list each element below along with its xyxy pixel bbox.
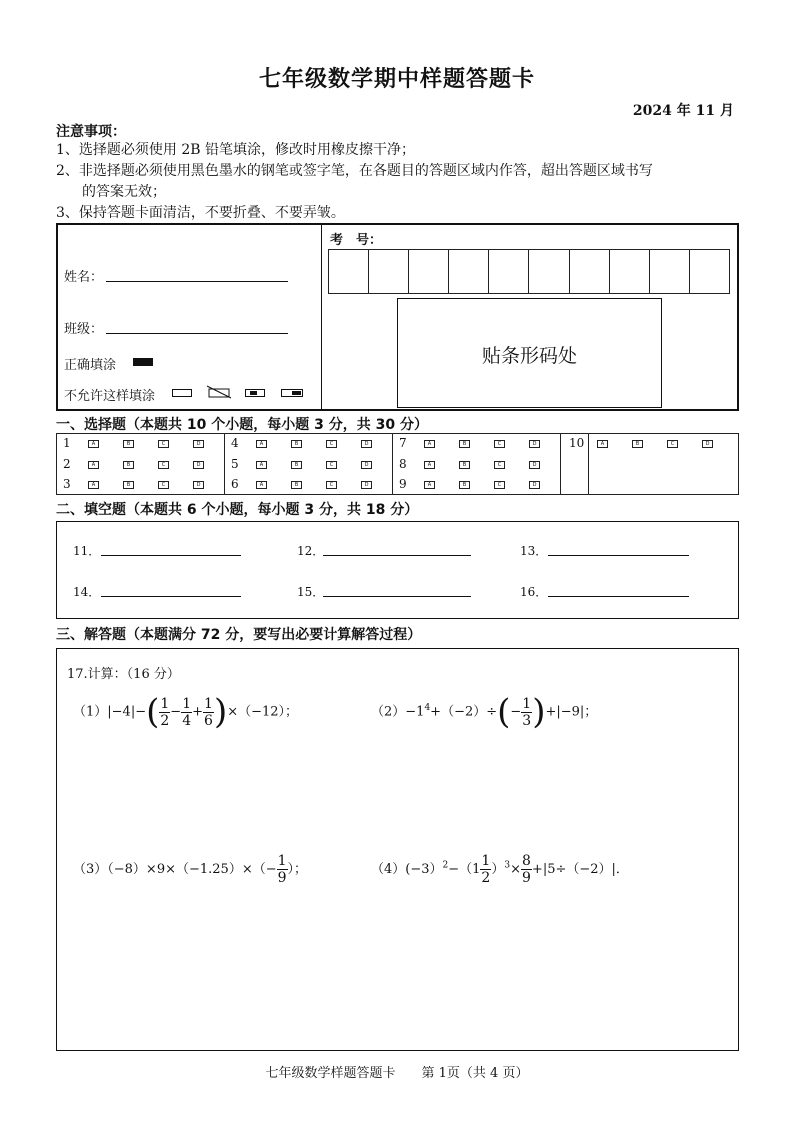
blank-15-label: 15．: [297, 585, 325, 599]
mc-col-divider: [560, 433, 561, 495]
mc-q7-option-a[interactable]: A: [424, 440, 435, 448]
wrong-fill-partial: [245, 389, 265, 397]
mc-q2-option-c[interactable]: C: [158, 461, 169, 469]
mc-q1-option-d[interactable]: D: [193, 440, 204, 448]
barcode-area: [397, 298, 662, 408]
page-title: 七年级数学期中样题答题卡: [258, 67, 535, 92]
frac-half-2: $\frac{1}{2}$: [481, 853, 491, 886]
mc-q6-option-b[interactable]: B: [291, 481, 302, 489]
paren-close: ): [213, 692, 228, 732]
wrong-fill-half: [281, 389, 303, 397]
paren-open: (: [146, 692, 160, 732]
exam-number-cell[interactable]: [329, 250, 369, 293]
p2-lead: （2）−1: [371, 704, 425, 720]
exam-number-cell[interactable]: [489, 250, 529, 293]
mc-question-2-number: 2: [63, 456, 71, 471]
blank-13-label: 13．: [520, 544, 548, 558]
mc-q8-option-a[interactable]: A: [424, 461, 435, 469]
notes-heading: 注意事项：: [56, 124, 126, 140]
mc-question-5-number: 5: [231, 456, 239, 471]
exam-number-cell[interactable]: [369, 250, 409, 293]
wrong-fill-label: 不允许这样填涂: [64, 389, 156, 404]
note-2: 2、非选择题必须使用黑色墨水的钢笔或签字笔，在各题目的答题区域内作答，超出答题区域书写: [56, 163, 653, 179]
p2-mid: +（−2）÷: [430, 704, 498, 720]
mc-q5-option-b[interactable]: B: [291, 461, 302, 469]
blank-11-field[interactable]: [101, 555, 241, 556]
mc-q9-option-a[interactable]: A: [424, 481, 435, 489]
mc-q3-option-d[interactable]: D: [193, 481, 204, 489]
p2-tail: +|−9|；: [545, 704, 598, 720]
mc-q7-option-d[interactable]: D: [529, 440, 540, 448]
mc-question-8-number: 8: [399, 456, 407, 471]
frac-quarter: $\frac{1}{4}$: [182, 695, 192, 729]
note-3: 3、保持答题卡面清洁，不要折叠、不要弄皱。: [56, 205, 345, 221]
mc-q1-option-c[interactable]: C: [158, 440, 169, 448]
exam-number-cell[interactable]: [650, 250, 690, 293]
multiple-choice-grid: [56, 433, 739, 495]
mc-q3-option-b[interactable]: B: [123, 481, 134, 489]
frac-sixth: $\frac{1}{6}$: [204, 695, 213, 729]
p3-lead: （3）（−8）×9×（−1.25）×（−: [73, 862, 277, 877]
mc-col-divider: [392, 433, 393, 495]
mc-q4-option-c[interactable]: C: [326, 440, 337, 448]
mc-question-6-number: 6: [231, 477, 239, 492]
mc-question-7-number: 7: [399, 436, 407, 450]
mc-q9-option-b[interactable]: B: [459, 481, 470, 489]
mc-question-10-number: 10: [569, 436, 585, 450]
exam-number-cell[interactable]: [610, 250, 650, 293]
blank-11-label: 11．: [73, 544, 101, 558]
q17-part3: [73, 853, 307, 886]
q17-part2: $(2)-1^4+(-2)\div(-$ $\frac{1}{3}$ )+|−9|；: [371, 692, 598, 732]
mc-q2-option-a[interactable]: A: [88, 461, 99, 469]
blank-14-label: 14．: [73, 585, 101, 599]
mc-q10-option-a[interactable]: A: [597, 440, 608, 448]
blank-14-field[interactable]: [101, 596, 241, 597]
note-1: 1、选择题必须使用 2B 铅笔填涂，修改时用橡皮擦干净；: [56, 142, 416, 158]
blank-15-field[interactable]: [323, 596, 471, 597]
frac-ninth: $\frac{1}{9}$: [277, 853, 287, 886]
exam-number-cell[interactable]: [409, 250, 449, 293]
paren-close: ): [532, 692, 546, 732]
answer-area[interactable]: [56, 648, 739, 1051]
mc-q9-option-d[interactable]: D: [529, 481, 540, 489]
blank-13-field[interactable]: [548, 555, 689, 556]
blank-16-field[interactable]: [548, 596, 689, 597]
note-2-cont: 的答案无效；: [82, 184, 166, 200]
frac-eight-ninths: $\frac{8}{9}$: [522, 853, 531, 886]
p2-exponent: 4: [424, 703, 431, 714]
mc-q4-option-d[interactable]: D: [361, 440, 372, 448]
mc-q8-option-c[interactable]: C: [494, 461, 505, 469]
class-field[interactable]: [106, 333, 288, 334]
mc-q10-option-c[interactable]: C: [667, 440, 678, 448]
blank-16-label: 16．: [520, 585, 548, 599]
mc-q1-option-b[interactable]: B: [123, 440, 134, 448]
barcode-label: 贴条形码处: [481, 345, 577, 367]
mc-col-divider: [588, 433, 589, 495]
mc-q8-option-d[interactable]: D: [529, 461, 540, 469]
p4-tail: +|5÷（−2）|．: [531, 862, 629, 877]
p4-lead: （4）(−3）: [371, 862, 443, 877]
mc-q6-option-c[interactable]: C: [326, 481, 337, 489]
exam-number-cell[interactable]: [449, 250, 489, 293]
mc-col-divider: [224, 433, 225, 495]
mc-q5-option-d[interactable]: D: [361, 461, 372, 469]
mc-q2-option-b[interactable]: B: [123, 461, 134, 469]
p4-exponent-2: 3: [504, 860, 511, 871]
blank-12-label: 12．: [297, 544, 325, 558]
q17-part4: （4）(−3）$^2$−（1 $\frac{1}{2}$ ）$^3$× $\frac{8}{9}$ +|5÷（−2）|．: [371, 853, 629, 886]
mc-q3-option-c[interactable]: C: [158, 481, 169, 489]
mc-q3-option-a[interactable]: A: [88, 481, 99, 489]
correct-fill-label: 正确填涂: [64, 358, 117, 373]
correct-fill-sample: [133, 358, 153, 366]
p3-tail: ）；: [287, 862, 308, 877]
section2-heading: 二、填空题（本题共 6 个小题，每小题 3 分，共 18 分）: [56, 502, 419, 518]
exam-number-cell[interactable]: [529, 250, 569, 293]
exam-number-boxes[interactable]: [328, 249, 730, 294]
mc-question-9-number: 9: [399, 477, 407, 492]
info-divider: [321, 224, 322, 410]
mc-q7-option-b[interactable]: B: [459, 440, 470, 448]
q17-title: 17.计算：（16 分）: [67, 667, 180, 682]
mc-q7-option-c[interactable]: C: [494, 440, 505, 448]
mc-q10-option-b[interactable]: B: [632, 440, 643, 448]
mc-q4-option-b[interactable]: B: [291, 440, 302, 448]
mc-q5-option-c[interactable]: C: [326, 461, 337, 469]
page-footer: 七年级数学样题答题卡 第 1页（共 4 页）: [265, 1066, 529, 1081]
p1-lead: （1）|−4|−: [73, 704, 147, 720]
mc-q6-option-d[interactable]: D: [361, 481, 372, 489]
mc-q5-option-a[interactable]: A: [256, 461, 267, 469]
exam-date: 2024 年 11 月: [632, 103, 734, 119]
mc-q10-option-d[interactable]: D: [702, 440, 713, 448]
wrong-fill-slash: [206, 385, 232, 399]
mc-q8-option-b[interactable]: B: [459, 461, 470, 469]
exam-number-cell[interactable]: [690, 250, 729, 293]
fill-blank-box: [56, 521, 739, 619]
p4-mid: −（1: [448, 862, 481, 877]
mc-question-1-number: 1: [63, 436, 71, 450]
wrong-fill-empty: [172, 389, 192, 397]
mc-q6-option-a[interactable]: A: [256, 481, 267, 489]
mc-q2-option-d[interactable]: D: [193, 461, 204, 469]
mc-q1-option-a[interactable]: A: [88, 440, 99, 448]
frac-third: $\frac{1}{3}$: [522, 695, 532, 729]
name-field[interactable]: [106, 281, 288, 282]
q17-part1: （1）|−4|−( $\frac{1}{2}$ − $\frac{1}{4}$ + $\frac{1}{6}$ )×（−12）；: [73, 692, 299, 732]
exam-number-cell[interactable]: [570, 250, 610, 293]
p1-tail: ×（−12）；: [227, 704, 299, 720]
class-label: 班级：: [64, 322, 104, 337]
paren-open: (: [497, 692, 511, 732]
blank-12-field[interactable]: [323, 555, 471, 556]
section1-heading: 一、选择题（本题共 10 个小题，每小题 3 分，共 30 分）: [56, 417, 428, 433]
p4-exponent-1: 2: [442, 860, 449, 871]
mc-question-4-number: 4: [231, 436, 239, 450]
mc-q9-option-c[interactable]: C: [494, 481, 505, 489]
mc-question-3-number: 3: [63, 477, 71, 492]
section3-heading: 三、解答题（本题满分 72 分，要写出必要计算解答过程）: [56, 627, 422, 643]
name-label: 姓名：: [64, 270, 104, 285]
exam-no-label: 考 号：: [330, 233, 383, 248]
frac-half: $\frac{1}{2}$: [160, 695, 170, 729]
mc-q4-option-a[interactable]: A: [256, 440, 267, 448]
